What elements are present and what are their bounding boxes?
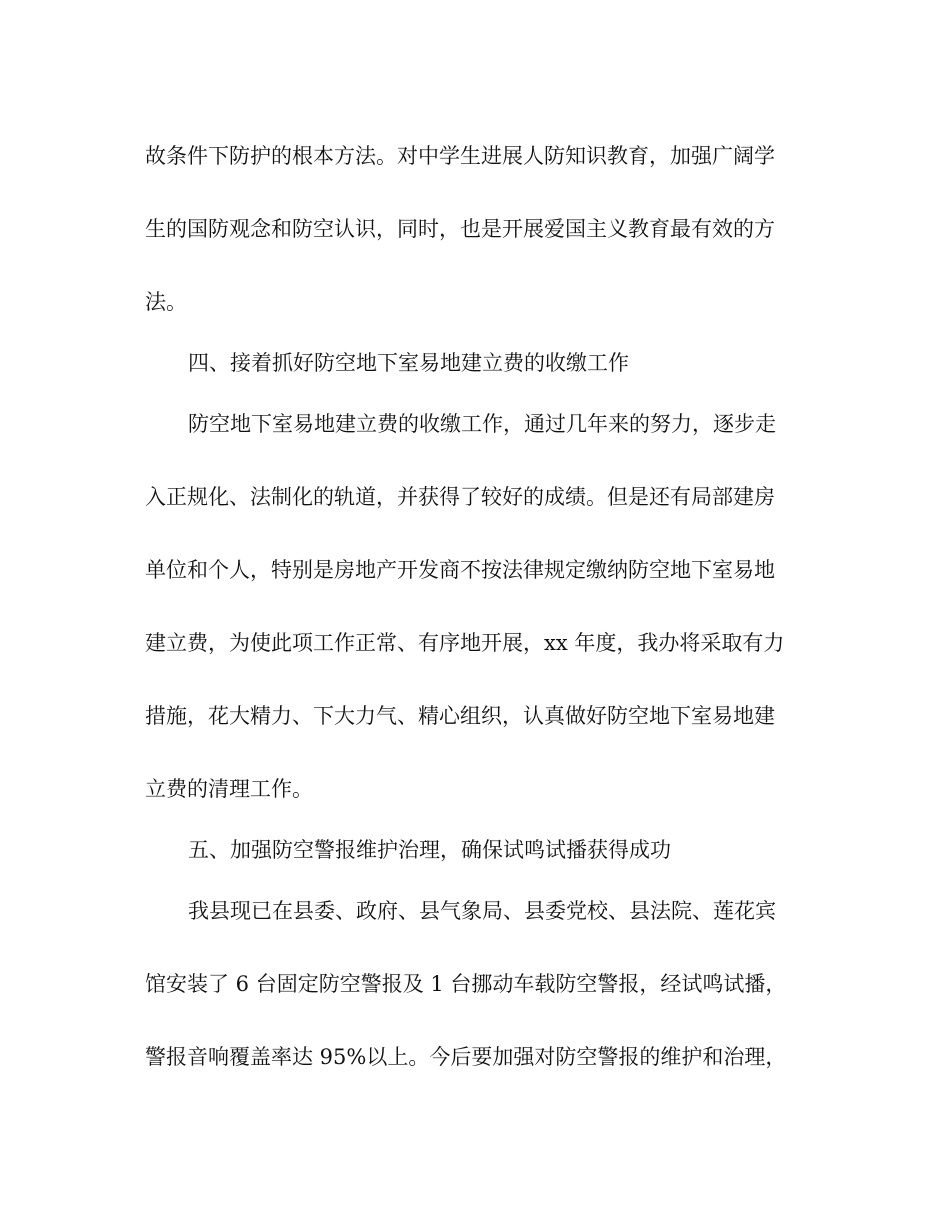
paragraph-line: 故条件下防护的根本方法。对中学生进展人防知识教育，加强广阔学 <box>145 144 775 168</box>
paragraph-line: 生的国防观念和防空认识，同时，也是开展爱国主义教育最有效的方 <box>145 217 775 241</box>
paragraph-line: 警报音响覆盖率达 95%以上。今后要加强对防空警报的维护和治理， <box>145 1045 787 1069</box>
paragraph-line: 法。 <box>145 290 187 314</box>
paragraph-line: 入正规化、法制化的轨道，并获得了较好的成绩。但是还有局部建房 <box>145 485 775 509</box>
paragraph-line: 馆安装了 6 台固定防空警报及 1 台挪动车载防空警报，经试鸣试播， <box>145 972 787 996</box>
paragraph-line: 建立费，为使此项工作正常、有序地开展，xx 年度，我办将采取有力 <box>145 631 785 655</box>
paragraph-line: 措施，花大精力、下大力气、精心组织，认真做好防空地下室易地建 <box>145 704 775 728</box>
paragraph-line: 防空地下室易地建立费的收缴工作，通过几年来的努力，逐步走 <box>188 412 776 436</box>
paragraph-line: 单位和个人，特别是房地产开发商不按法律规定缴纳防空地下室易地 <box>145 558 775 582</box>
section-heading: 五、加强防空警报维护治理，确保试鸣试播获得成功 <box>188 838 671 862</box>
paragraph-line: 立费的清理工作。 <box>145 777 313 801</box>
section-heading: 四、接着抓好防空地下室易地建立费的收缴工作 <box>188 351 629 375</box>
paragraph-line: 我县现已在县委、政府、县气象局、县委党校、县法院、莲花宾 <box>188 899 776 923</box>
